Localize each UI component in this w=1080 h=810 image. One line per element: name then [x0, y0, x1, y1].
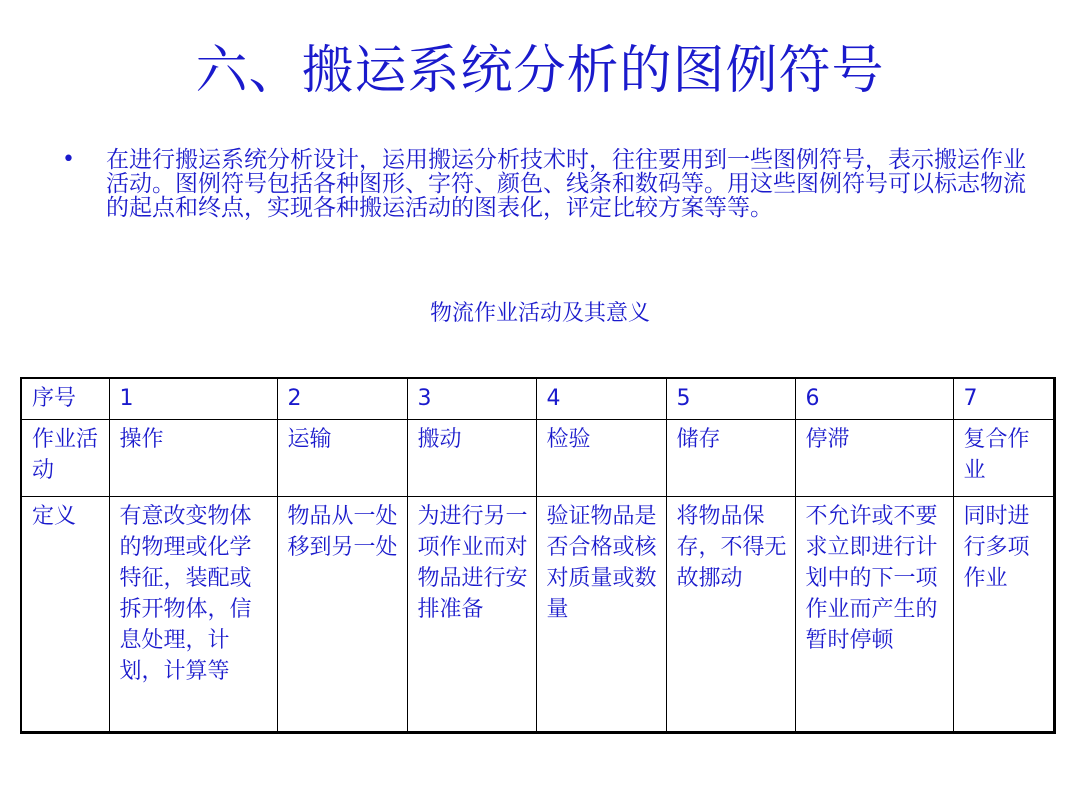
- cell-definition-7: 同时进行多项作业: [953, 497, 1054, 733]
- cell-number-4: 4: [536, 378, 666, 420]
- cell-definition-5: 将物品保存，不得无故挪动: [666, 497, 795, 733]
- cell-activity-1: 操作: [109, 420, 277, 497]
- cell-activity-7: 复合作业: [953, 420, 1054, 497]
- cell-number-6: 6: [795, 378, 953, 420]
- table-caption: 物流作业活动及其意义: [429, 301, 650, 326]
- cell-activity-3: 搬动: [407, 420, 536, 497]
- cell-activity-2: 运输: [277, 420, 407, 497]
- cell-definition-6: 不允许或不要求立即进行计划中的下一项作业而产生的暂时停顿: [795, 497, 953, 733]
- cell-number-7: 7: [953, 378, 1054, 420]
- cell-definition-4: 验证物品是否合格或核对质量或数量: [536, 497, 666, 733]
- bullet-text: 在进行搬运系统分析设计，运用搬运分析技术时，往往要用到一些图例符号，表示搬运作业活动。图例符号包括各种图形、字符、颜色、线条和数码等。用这些图例符号可以标志物流的起点和终点，实现各种搬运活动的图表化，评定比较方案等等。: [106, 147, 1026, 221]
- cell-activity-6: 停滞: [795, 420, 953, 497]
- cell-number-3: 3: [407, 378, 536, 420]
- page-title: 六、搬运系统分析的图例符号: [195, 41, 885, 101]
- cell-number-2: 2: [277, 378, 407, 420]
- cell-definition-2: 物品从一处移到另一处: [277, 497, 407, 733]
- row-label-number: 序号: [21, 378, 109, 420]
- cell-number-1: 1: [109, 378, 277, 420]
- row-label-activity: 作业活动: [21, 420, 109, 497]
- table-row-activity: [21, 420, 1054, 497]
- activity-definition-table: [20, 377, 1056, 734]
- cell-definition-3: 为进行另一项作业而对物品进行安排准备: [407, 497, 536, 733]
- cell-activity-5: 储存: [666, 420, 795, 497]
- cell-number-5: 5: [666, 378, 795, 420]
- row-label-definition: 定义: [21, 497, 109, 733]
- table-row-definition: [21, 497, 1054, 733]
- cell-activity-4: 检验: [536, 420, 666, 497]
- bullet-dot-icon: •: [62, 147, 75, 172]
- cell-definition-1: 有意改变物体的物理或化学特征，装配或拆开物体，信息处理，计划，计算等: [109, 497, 277, 733]
- table-row-number: [21, 378, 1054, 420]
